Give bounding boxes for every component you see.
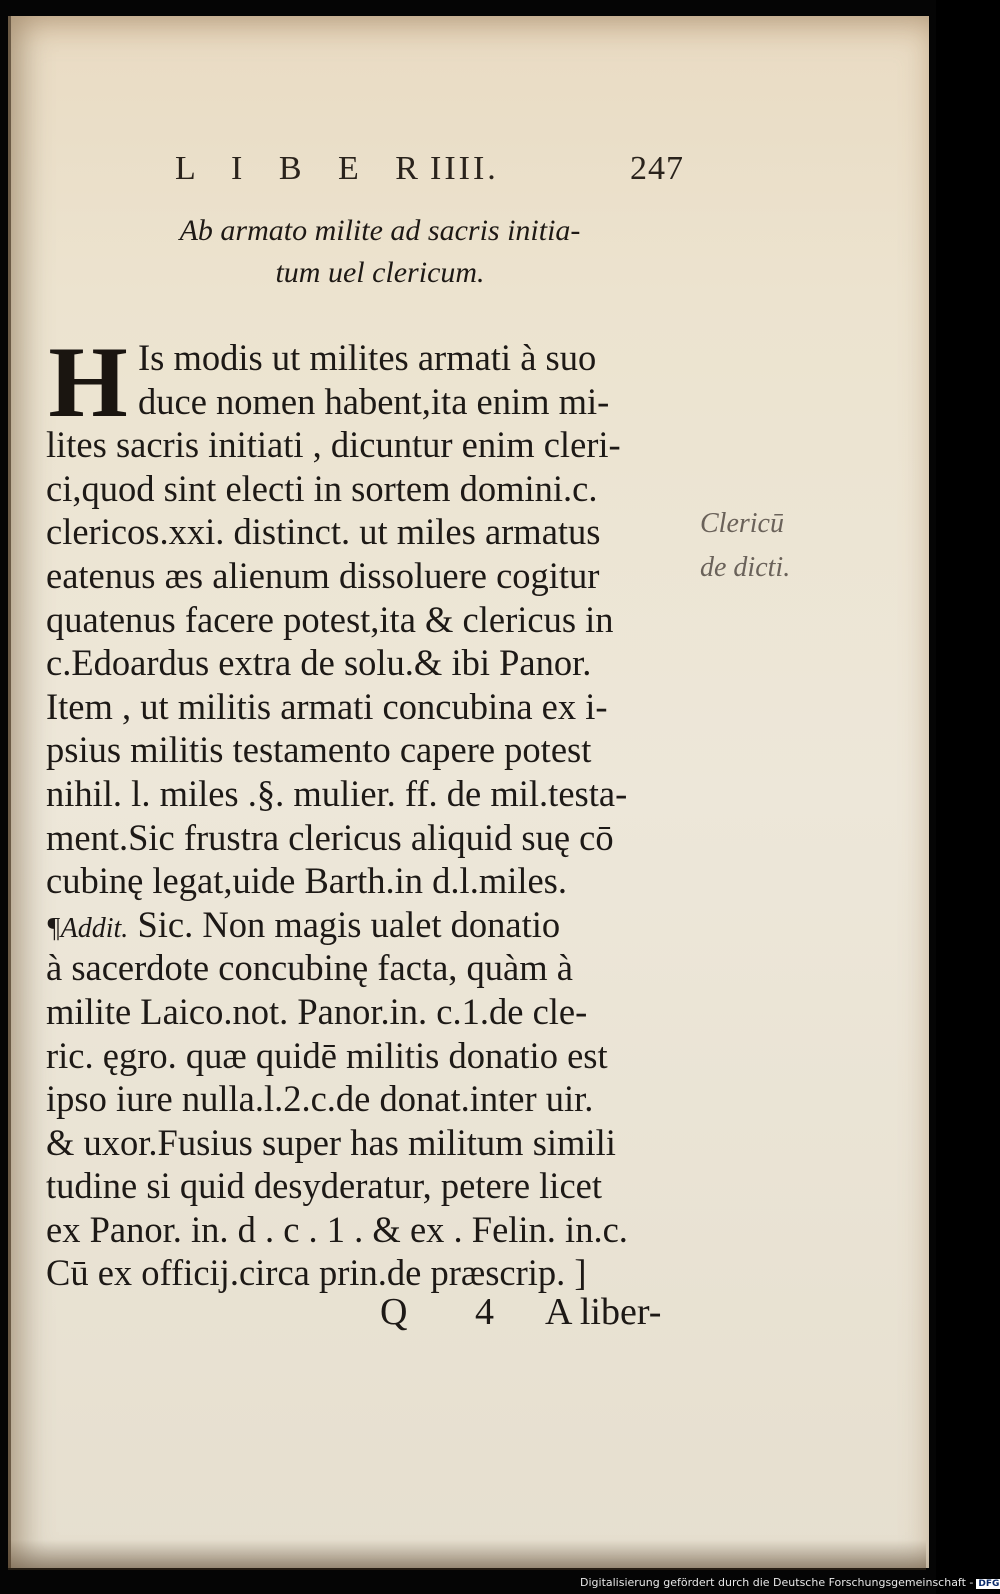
text-line: nihil. l. miles .§. mulier. ff. de mil.testa- [46, 772, 628, 814]
drop-cap: H [48, 326, 128, 439]
text-line-addition [46, 903, 696, 947]
text-line: lites sacris initiati , dicuntur enim cleri- [46, 424, 621, 466]
heading-line: Ab armato milite ad sacris initia- [179, 214, 581, 247]
signature-line [380, 1290, 700, 1340]
body-text [46, 326, 696, 1295]
margin-note: Clericū [700, 508, 784, 539]
text-line: eatenus æs alienum dissoluere cogitur [46, 554, 600, 596]
signature-number: 4 [475, 1291, 494, 1333]
heading-line: tum uel clericum. [275, 256, 485, 289]
credit-text: Digitalisierung gefördert durch die Deutsche Forschungsgemeinschaft - [580, 1576, 974, 1589]
running-head-title: L I B E R [175, 150, 432, 187]
text-line: ric. ęgro. quæ quidē militis donatio est [46, 1034, 608, 1076]
text-line: milite Laico.not. Panor.in. c.1.de cle- [46, 990, 588, 1032]
text-line: ex Panor. in. d . c . 1 . & ex . Felin. in.c. [46, 1208, 628, 1250]
text-line: ipso iure nulla.l.2.c.de donat.inter uir. [46, 1078, 594, 1120]
text-line: & uxor.Fusius super has militum simili [46, 1121, 616, 1163]
text-line: Item , ut militis armati concubina ex i- [46, 685, 608, 727]
digitization-credit [580, 1576, 1000, 1592]
text-line: Cū ex officij.circa prin.de præscrip. ] [46, 1252, 587, 1294]
addition-text: Sic. Non magis ualet donatio [128, 903, 561, 945]
text-line: duce nomen habent,ita enim mi- [138, 380, 610, 422]
text-line: psius militis testamento capere potest [46, 729, 592, 771]
text-line: cubinę legat,uide Barth.in d.l.miles. [46, 860, 568, 902]
text-line: à sacerdote concubinę facta, quàm à [46, 947, 573, 989]
margin-note: de dicti. [700, 552, 791, 583]
page-edge-shadow [8, 1540, 926, 1570]
section-heading [110, 210, 650, 294]
signature-mark: Q [380, 1291, 408, 1333]
text-line: quatenus facere potest,ita & clericus in [46, 598, 614, 640]
scan-background [936, 0, 1000, 1594]
dfg-logo: DFG [978, 1579, 1000, 1589]
running-head-book: IIII. [430, 150, 499, 187]
text-line: ment.Sic frustra clericus aliquid suę cō [46, 816, 614, 858]
text-line: clericos.xxi. distinct. ut miles armatus [46, 511, 601, 553]
text-line: tudine si quid desyderatur, petere licet [46, 1165, 602, 1207]
text-line: c.Edoardus extra de solu.& ibi Panor. [46, 642, 592, 684]
text-line: Is modis ut milites armati à suo [138, 337, 597, 378]
addition-marker: ¶Addit. [46, 912, 129, 944]
page-number: 247 [630, 150, 684, 187]
text-line: ci,quod sint electi in sortem domini.c. [46, 467, 598, 509]
running-head [175, 150, 695, 190]
catchword: A liber- [545, 1291, 662, 1333]
